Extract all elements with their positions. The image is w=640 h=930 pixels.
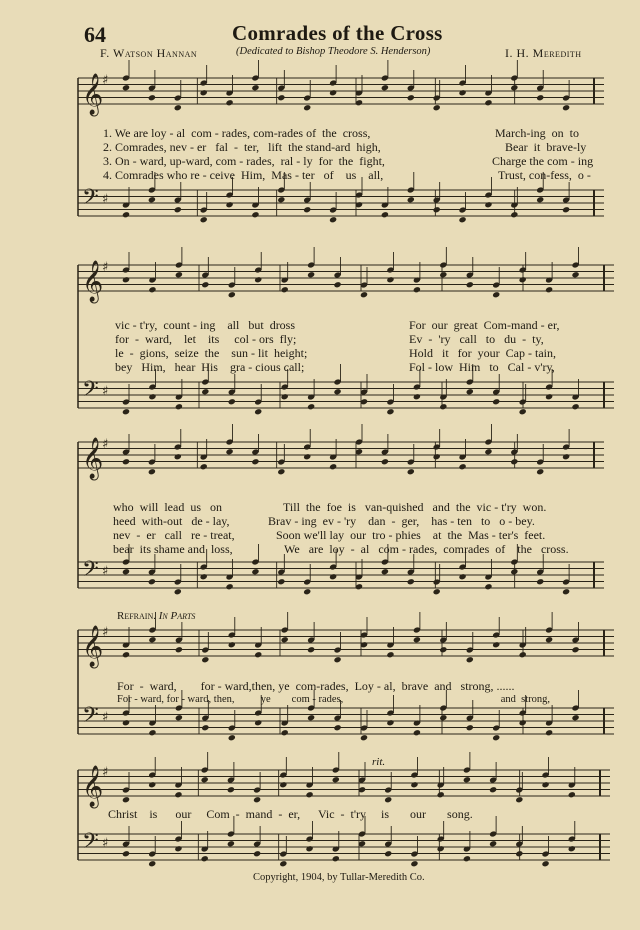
s3-verse-3: nev - er call re - treat, — [113, 528, 235, 542]
s2-verse-3: le - gions, seize the sun - lit height; — [115, 346, 308, 360]
refrain-label: Refrain. In Parts — [117, 610, 196, 622]
s2-verse-4: bey Him, hear His gra - cious call; — [115, 360, 305, 374]
poet-credit: F. Watson Hannan — [100, 46, 198, 60]
s3-ending-4: We are loy - al com - rades, comrades of the cross. — [284, 542, 569, 556]
composer-credit: I. H. Meredith — [505, 46, 582, 60]
s2-ending-4: Fol - low Him to Cal - v'ry, — [409, 360, 555, 374]
s3-treble-staff — [78, 424, 604, 480]
s1-verse-2: 2. Comrades, nev - er fal - ter, lift the stand-ard high, — [103, 140, 381, 154]
sharp-key-signature-icon: ♯ — [102, 564, 109, 579]
s1-ending-3: Charge the com - ing — [492, 154, 594, 168]
dedication: (Dedicated to Bishop Theodore S. Henderson) — [236, 46, 431, 57]
treble-clef-icon: 𝄞 — [82, 626, 104, 667]
treble-clef-icon: 𝄞 — [82, 74, 104, 115]
sharp-key-signature-icon: ♯ — [102, 260, 109, 275]
sharp-key-signature-icon: ♯ — [102, 192, 109, 207]
s3-verse-1: who will lead us on — [113, 500, 222, 514]
s3-verse-4: bear its shame and loss, — [113, 542, 233, 556]
r2-treble-staff — [78, 752, 610, 808]
s2-treble-staff — [78, 247, 614, 303]
s1-ending-2: Bear it brave-ly — [505, 140, 587, 154]
ritardando-marking: rit. — [372, 756, 386, 768]
sharp-key-signature-icon: ♯ — [102, 710, 109, 725]
s2-verse-1: vic - t'ry, count - ing all but dross — [115, 318, 296, 332]
s1-treble-staff — [78, 60, 604, 116]
s2-ending-2: Ev - 'ry call to du - ty, — [409, 332, 544, 346]
copyright-notice: Copyright, 1904, by Tullar-Meredith Co. — [253, 872, 425, 883]
sharp-key-signature-icon: ♯ — [102, 625, 109, 640]
s2-verse-2: for - ward, let its col - ors fly; — [115, 332, 297, 346]
sharp-key-signature-icon: ♯ — [102, 73, 109, 88]
sharp-key-signature-icon: ♯ — [102, 836, 109, 851]
s3-ending-1: Till the foe is van-quished and the vic - t'ry won. — [283, 500, 547, 514]
bass-clef-icon: 𝄢 — [82, 703, 99, 733]
bass-clef-icon: 𝄢 — [82, 377, 99, 407]
s3-verse-2: heed with-out de - lay, — [113, 514, 230, 528]
s3-ending-3: Soon we'll lay our tro - phies at the Mas - ter's feet. — [276, 528, 546, 542]
treble-clef-icon: 𝄞 — [82, 766, 104, 807]
sharp-key-signature-icon: ♯ — [102, 765, 109, 780]
sharp-key-signature-icon: ♯ — [102, 437, 109, 452]
refrain-bass-lyrics: For - ward, for - ward, then, ye com - rades, and strong, — [117, 694, 551, 705]
final-lyrics: Christ is our Com - mand - er, Vic - t'ry is our song. — [108, 807, 473, 821]
treble-clef-icon: 𝄞 — [82, 261, 104, 302]
hymn-number: 64 — [84, 22, 106, 47]
s1-verse-1: 1. We are loy - al com - rades, com-rades of the cross, — [103, 126, 371, 140]
treble-clef-icon: 𝄞 — [82, 438, 104, 479]
s1-verse-3: 3. On - ward, up-ward, com - rades, ral - ly for the fight, — [103, 154, 385, 168]
r2-bass-staff — [78, 816, 610, 867]
bass-clef-icon: 𝄢 — [82, 557, 99, 587]
s2-ending-1: For our great Com-mand - er, — [409, 318, 560, 332]
refrain-soprano-lyrics: For - ward, for - ward,then, ye com-rades, Loy - al, brave and strong, ...... — [117, 679, 515, 693]
s1-verse-4: 4. Comrades who re - ceive Him, Mas - ter of us all, — [103, 168, 384, 182]
s1-ending-1: March-ing on to — [495, 126, 579, 140]
s1-ending-4: Trust, con-fess, o - — [498, 168, 591, 182]
sharp-key-signature-icon: ♯ — [102, 384, 109, 399]
hymn-title: Comrades of the Cross — [232, 21, 443, 45]
bass-clef-icon: 𝄢 — [82, 185, 99, 215]
s2-ending-3: Hold it for your Cap - tain, — [409, 346, 556, 360]
s3-ending-2: Brav - ing ev - 'ry dan - ger, has - ten to o - bey. — [268, 514, 535, 528]
bass-clef-icon: 𝄢 — [82, 829, 99, 859]
